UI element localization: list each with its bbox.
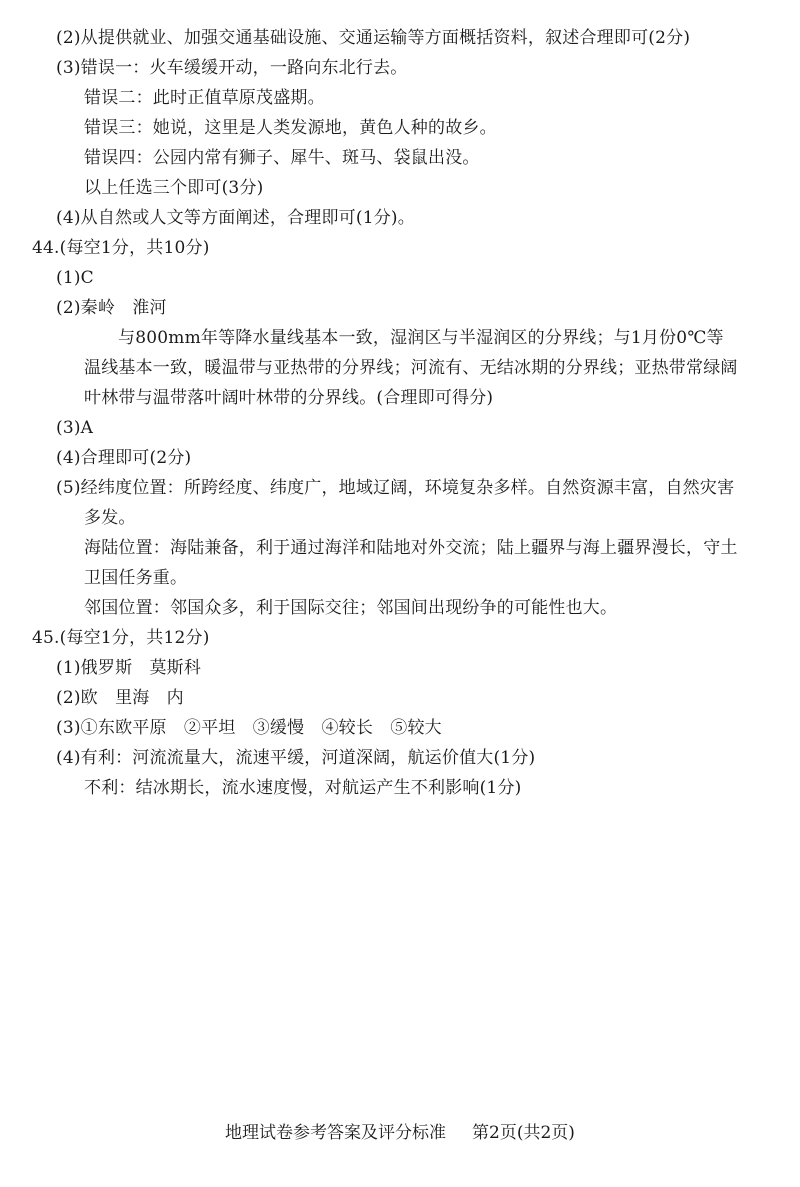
answer-44-2: (2)秦岭 淮河	[56, 298, 167, 318]
answer-44-5-neighbors: 邻国位置：邻国众多，利于国际交往；邻国间出现纷争的可能性也大。	[84, 598, 618, 618]
answer-44-5-sea-land-cont: 卫国任务重。	[84, 568, 188, 588]
footer-title: 地理试卷参考答案及评分标准	[225, 1123, 447, 1143]
answer-45-4-cont: 不利：结冰期长，流水速度慢，对航运产生不利影响(1分)	[84, 778, 522, 798]
answer-43-3-error-4: 错误四：公园内常有狮子、犀牛、斑马、袋鼠出没。	[84, 148, 480, 168]
answer-43-3: (3)错误一：火车缓缓开动，一路向东北行去。	[56, 58, 408, 78]
answer-45-2: (2)欧 里海 内	[56, 688, 184, 708]
answer-45-4: (4)有利：河流流量大，流速平缓，河道深阔，航运价值大(1分)	[56, 748, 536, 768]
answer-44-4: (4)合理即可(2分)	[56, 448, 192, 468]
answer-44-3: (3)A	[56, 418, 94, 438]
answer-44-2-detail-1: 与800mm年等降水量线基本一致，湿润区与半湿润区的分界线；与1月份0℃等	[118, 328, 724, 348]
answer-43-3-note: 以上任选三个即可(3分)	[84, 178, 264, 198]
answer-43-3-error-3: 错误三：她说，这里是人类发源地，黄色人种的故乡。	[84, 118, 497, 138]
answer-43-4: (4)从自然或人文等方面阐述，合理即可(1分)。	[56, 208, 415, 228]
page-footer	[0, 1122, 800, 1144]
answer-43-2: (2)从提供就业、加强交通基础设施、交通运输等方面概括资料，叙述合理即可(2分)	[56, 28, 691, 48]
answer-44-1: (1)C	[56, 268, 94, 288]
question-44-heading: 44.(每空1分，共10分)	[32, 238, 210, 258]
answer-45-1: (1)俄罗斯 莫斯科	[56, 658, 202, 678]
answer-43-3-error-2: 错误二：此时正值草原茂盛期。	[84, 88, 325, 108]
answer-44-2-detail-2: 温线基本一致，暖温带与亚热带的分界线；河流有、无结冰期的分界线；亚热带常绿阔	[84, 358, 738, 378]
question-45-heading: 45.(每空1分，共12分)	[32, 628, 210, 648]
answer-44-2-detail-3: 叶林带与温带落叶阔叶林带的分界线。(合理即可得分)	[84, 388, 494, 408]
answer-44-5-sea-land: 海陆位置：海陆兼备，利于通过海洋和陆地对外交流；陆上疆界与海上疆界漫长，守土	[84, 538, 738, 558]
page-number: 第2页(共2页)	[472, 1123, 575, 1143]
answer-44-5: (5)经纬度位置：所跨经度、纬度广，地域辽阔，环境复杂多样。自然资源丰富，自然灾害	[56, 478, 735, 498]
answer-45-3: (3)①东欧平原 ②平坦 ③缓慢 ④较长 ⑤较大	[56, 718, 442, 738]
answer-44-5-cont: 多发。	[84, 508, 136, 528]
